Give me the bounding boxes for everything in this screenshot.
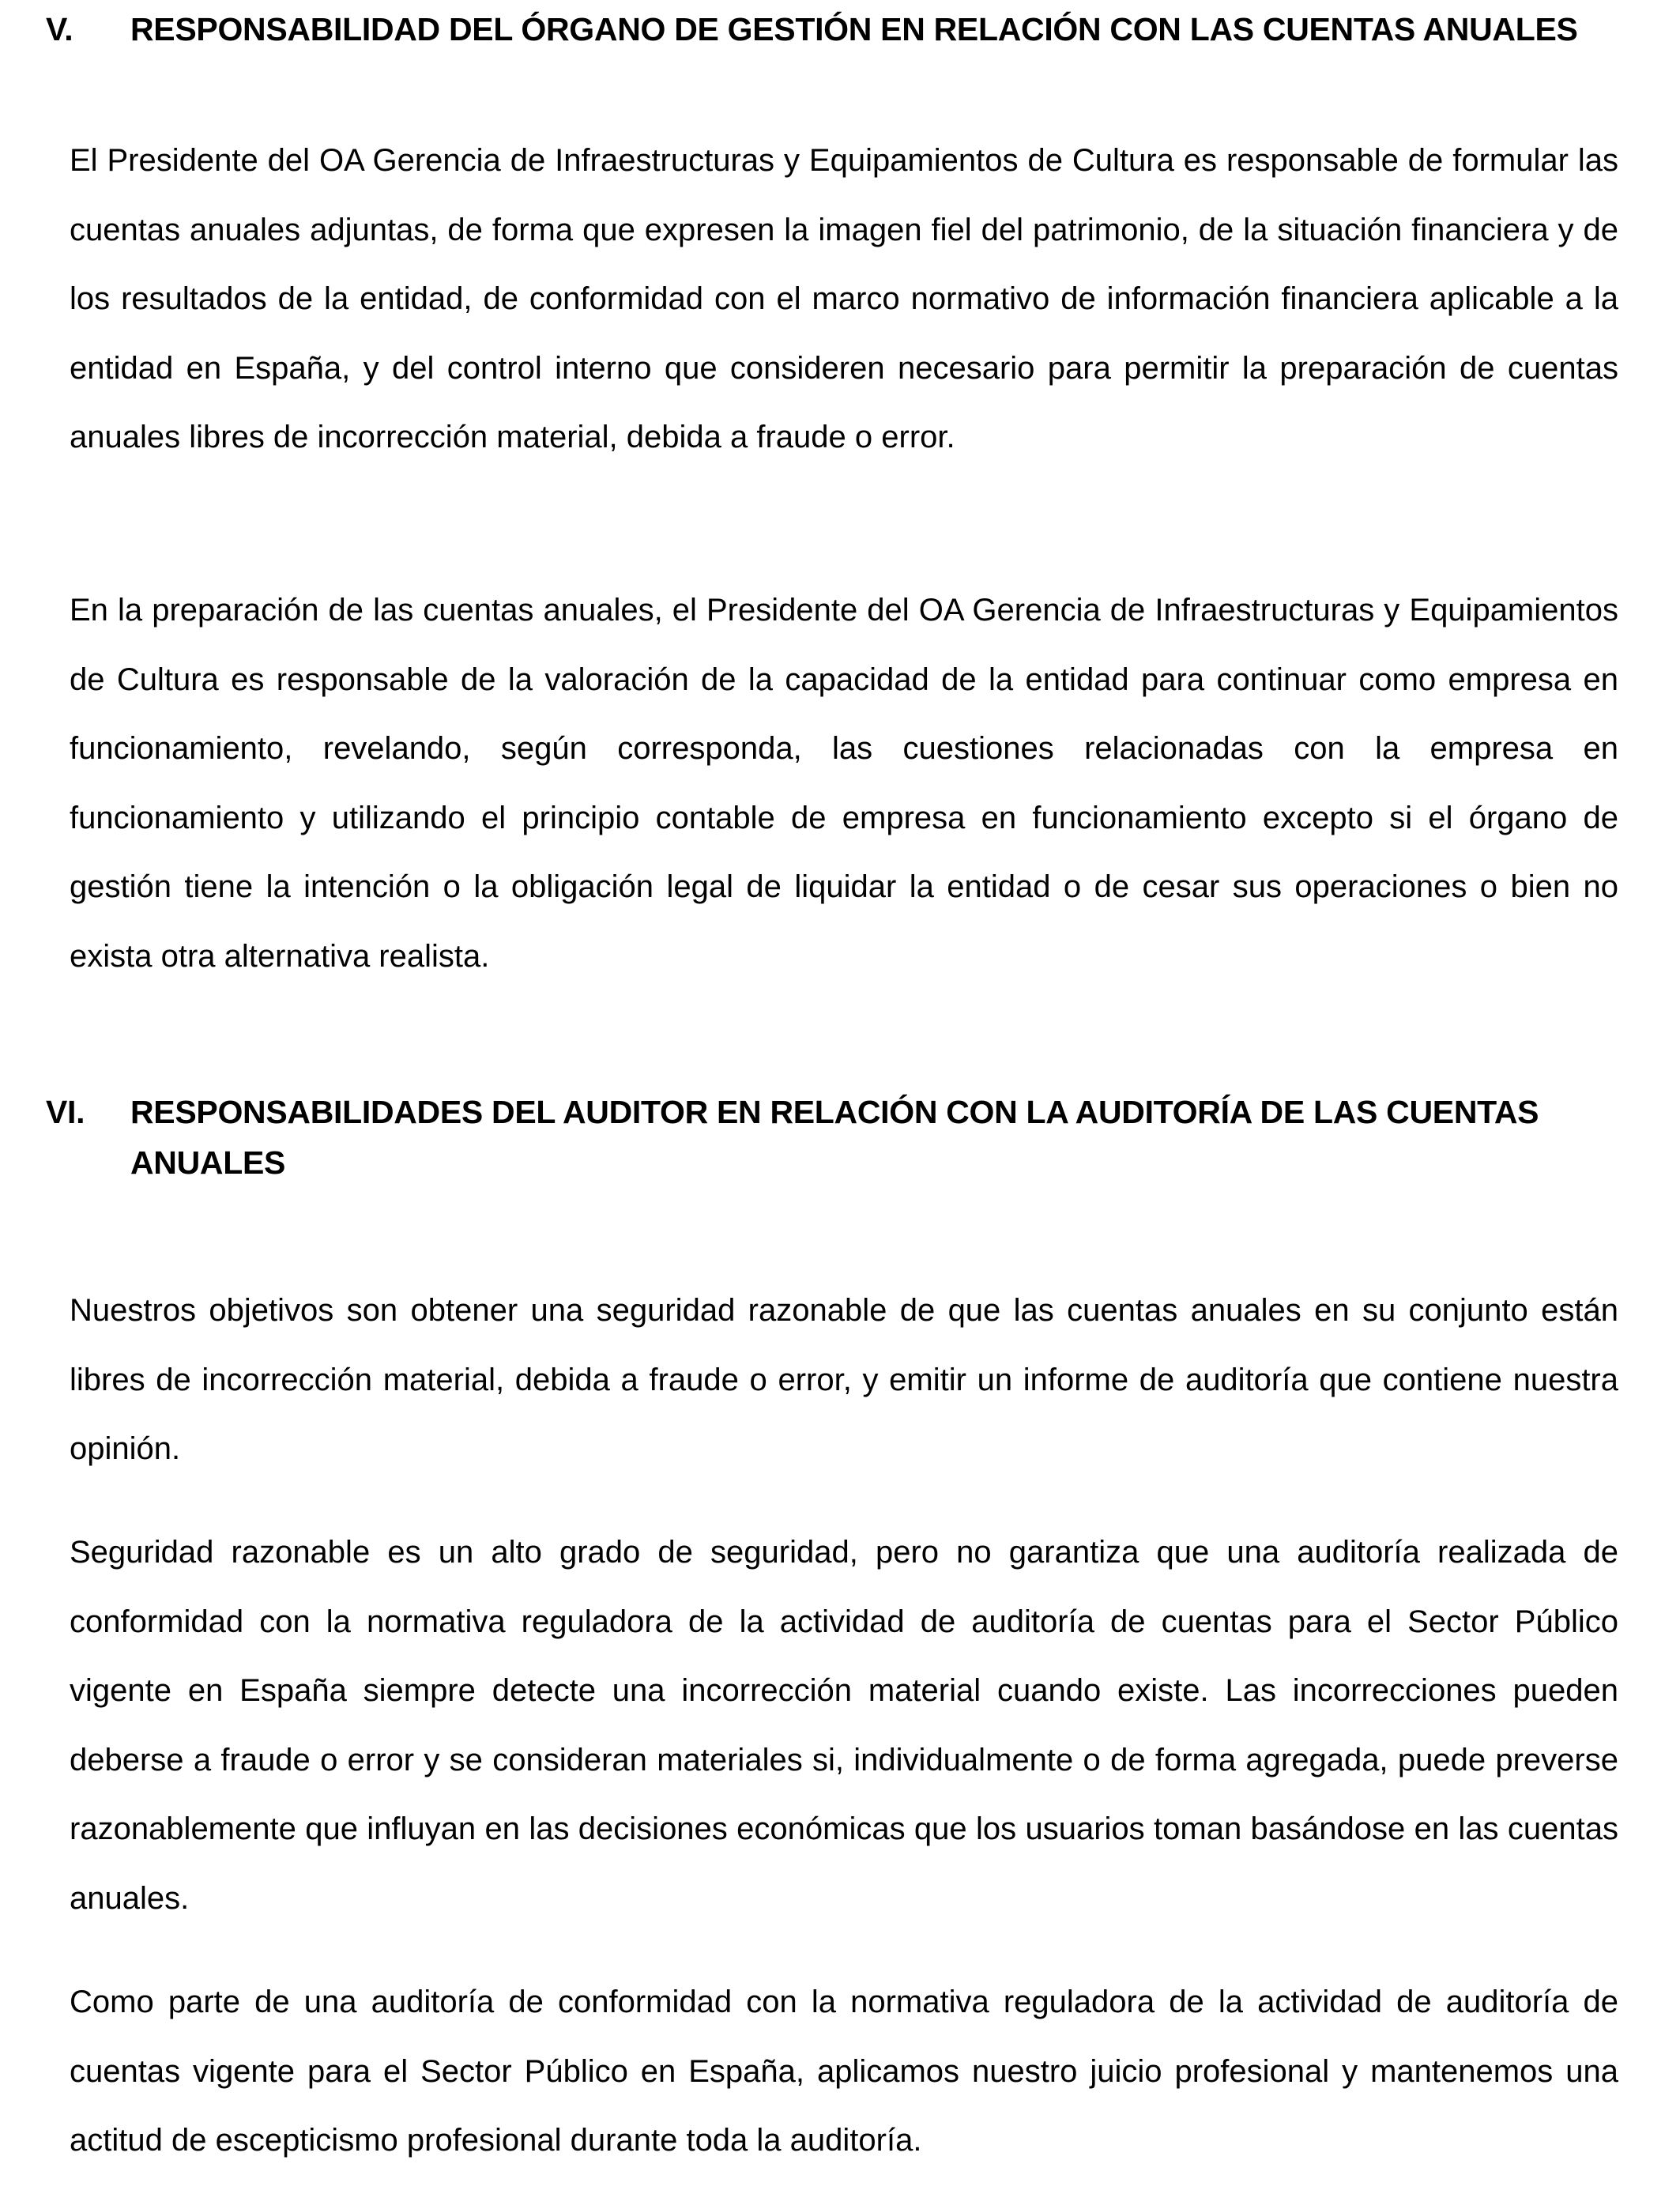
paragraph: Como parte de una auditoría de conformidad con la normativa reguladora de la actividad de auditoría de cuentas vigente para el Sector Público en España, aplicamos nuestro juicio profesional y mantenemos una actitud de escepticismo profesional durante toda la auditoría. <box>70 1985 1618 2158</box>
paragraph: En la preparación de las cuentas anuales, el Presidente del OA Gerencia de Infraestructuras y Equipamientos de Cultura es responsable de la valoración de la capacidad de la entidad para continuar como empresa en funcionamiento, revelando, según corresponda, las cuestiones relacionadas con la empresa en funcionamiento y utilizando el principio contable de empresa en funcionamiento excepto si el órgano de gestión tiene la intención o la obligación legal de liquidar la entidad o de cesar sus operaciones o bien no exista otra alternativa realista. <box>70 593 1618 974</box>
section-number: VI. <box>46 1094 85 1130</box>
paragraph: El Presidente del OA Gerencia de Infraestructuras y Equipamientos de Cultura es responsable de formular las cuentas anuales adjuntas, de forma que expresen la imagen fiel del patrimonio, de la situación financiera y de los resultados de la entidad, de conformidad con el marco normativo de información financiera aplicable a la entidad en España, y del control interno que consideren necesario para permitir la preparación de cuentas anuales libres de incorrección material, debida a fraude o error. <box>70 143 1618 454</box>
section-number: V. <box>46 11 73 47</box>
section-heading <box>46 4 1618 55</box>
paragraph: Nuestros objetivos son obtener una seguridad razonable de que las cuentas anuales en su conjunto están libres de incorrección material, debida a fraude o error, y emitir un informe de auditoría que contiene nuestra opinión. <box>70 1293 1618 1466</box>
section-title: RESPONSABILIDADES DEL AUDITOR EN RELACIÓN CON LA AUDITORÍA DE LAS CUENTAS ANUALES <box>130 1094 1539 1181</box>
section-heading <box>46 1087 1618 1188</box>
section-title: RESPONSABILIDAD DEL ÓRGANO DE GESTIÓN EN RELACIÓN CON LAS CUENTAS ANUALES <box>130 11 1578 47</box>
paragraph: Seguridad razonable es un alto grado de seguridad, pero no garantiza que una auditoría realizada de conformidad con la normativa reguladora de la actividad de auditoría de cuentas para el Sector Público vigente en España siempre detecte una incorrección material cuando existe. Las incorrecciones pueden deberse a fraude o error y se consideran materiales si, individualmente o de forma agregada, puede preverse razonablemente que influyan en las decisiones económicas que los usuarios toman basándose en las cuentas anuales. <box>70 1535 1618 1916</box>
